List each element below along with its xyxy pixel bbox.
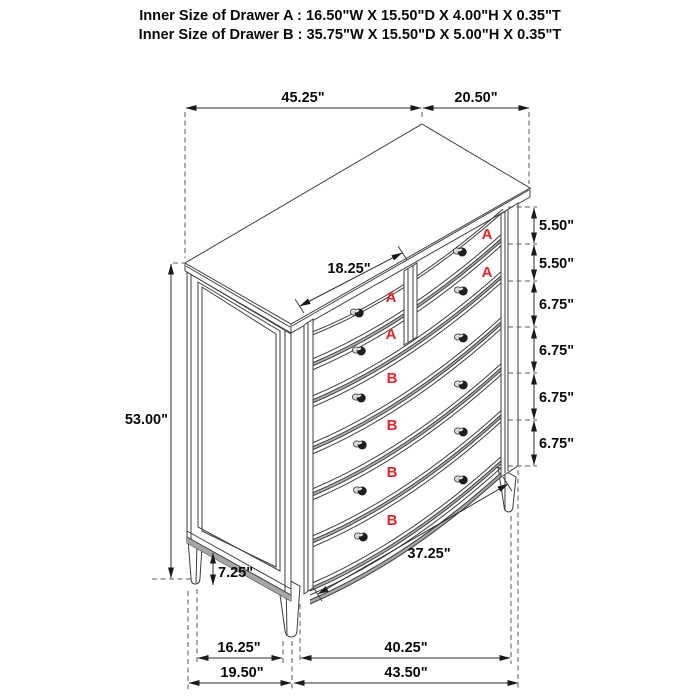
drawer-label-b: B (386, 464, 398, 481)
bottom-side-inner-label: 16.25" (217, 640, 261, 656)
right-dim-label: 6.75" (539, 297, 575, 313)
drawer-knob (454, 381, 467, 390)
bottom-front-overall-label: 43.50" (384, 665, 428, 681)
leg-height-label: 7.25" (218, 565, 254, 581)
bottom-front-inner-label: 40.25" (384, 640, 428, 656)
drawer-label-a: A (481, 226, 493, 243)
drawer-knob (354, 533, 367, 542)
dim-top-depth-label: 20.50" (454, 90, 498, 106)
drawer-b-inner-size: Inner Size of Drawer B : 35.75"W X 15.50"D X 5.00"H X 0.35"T (138, 26, 562, 43)
overall-height-label: 53.00" (124, 412, 168, 428)
side-panel (187, 272, 291, 601)
dim-top-width-label: 45.25" (281, 90, 325, 106)
right-dim-label: 6.75" (539, 343, 575, 359)
drawer-label-b: B (386, 370, 398, 387)
drawer-knob (353, 487, 366, 496)
drawer-knob (454, 287, 467, 296)
drawer-knob (352, 394, 365, 403)
drawer-knob (350, 309, 363, 318)
drawer-knob (454, 476, 467, 485)
drawer-label-b: B (386, 512, 398, 529)
right-dim-label: 5.50" (539, 218, 575, 234)
drawer-a-inner-size: Inner Size of Drawer A : 16.50"W X 15.50"D X 4.00"H X 0.35"T (139, 8, 561, 24)
bottom-side-overall-label: 19.50" (220, 665, 264, 681)
drawer-knob (353, 441, 366, 450)
drawer-label-a: A (385, 289, 397, 306)
drawer-label-a: A (481, 264, 493, 281)
drawer-knob (352, 347, 365, 356)
drawer-knob (454, 334, 467, 343)
right-dim-label: 6.75" (539, 436, 575, 452)
chest-top (185, 124, 530, 333)
drawer-label-b: B (386, 417, 398, 434)
right-dim-label: 5.50" (539, 256, 575, 272)
drawer-b-width-label: 37.25" (407, 546, 451, 562)
drawer-a-width-label: 18.25" (327, 261, 371, 277)
drawer-label-a: A (385, 326, 397, 343)
right-dim-label: 6.75" (539, 390, 575, 406)
drawer-knob (453, 248, 466, 257)
drawer-knob (454, 428, 467, 437)
